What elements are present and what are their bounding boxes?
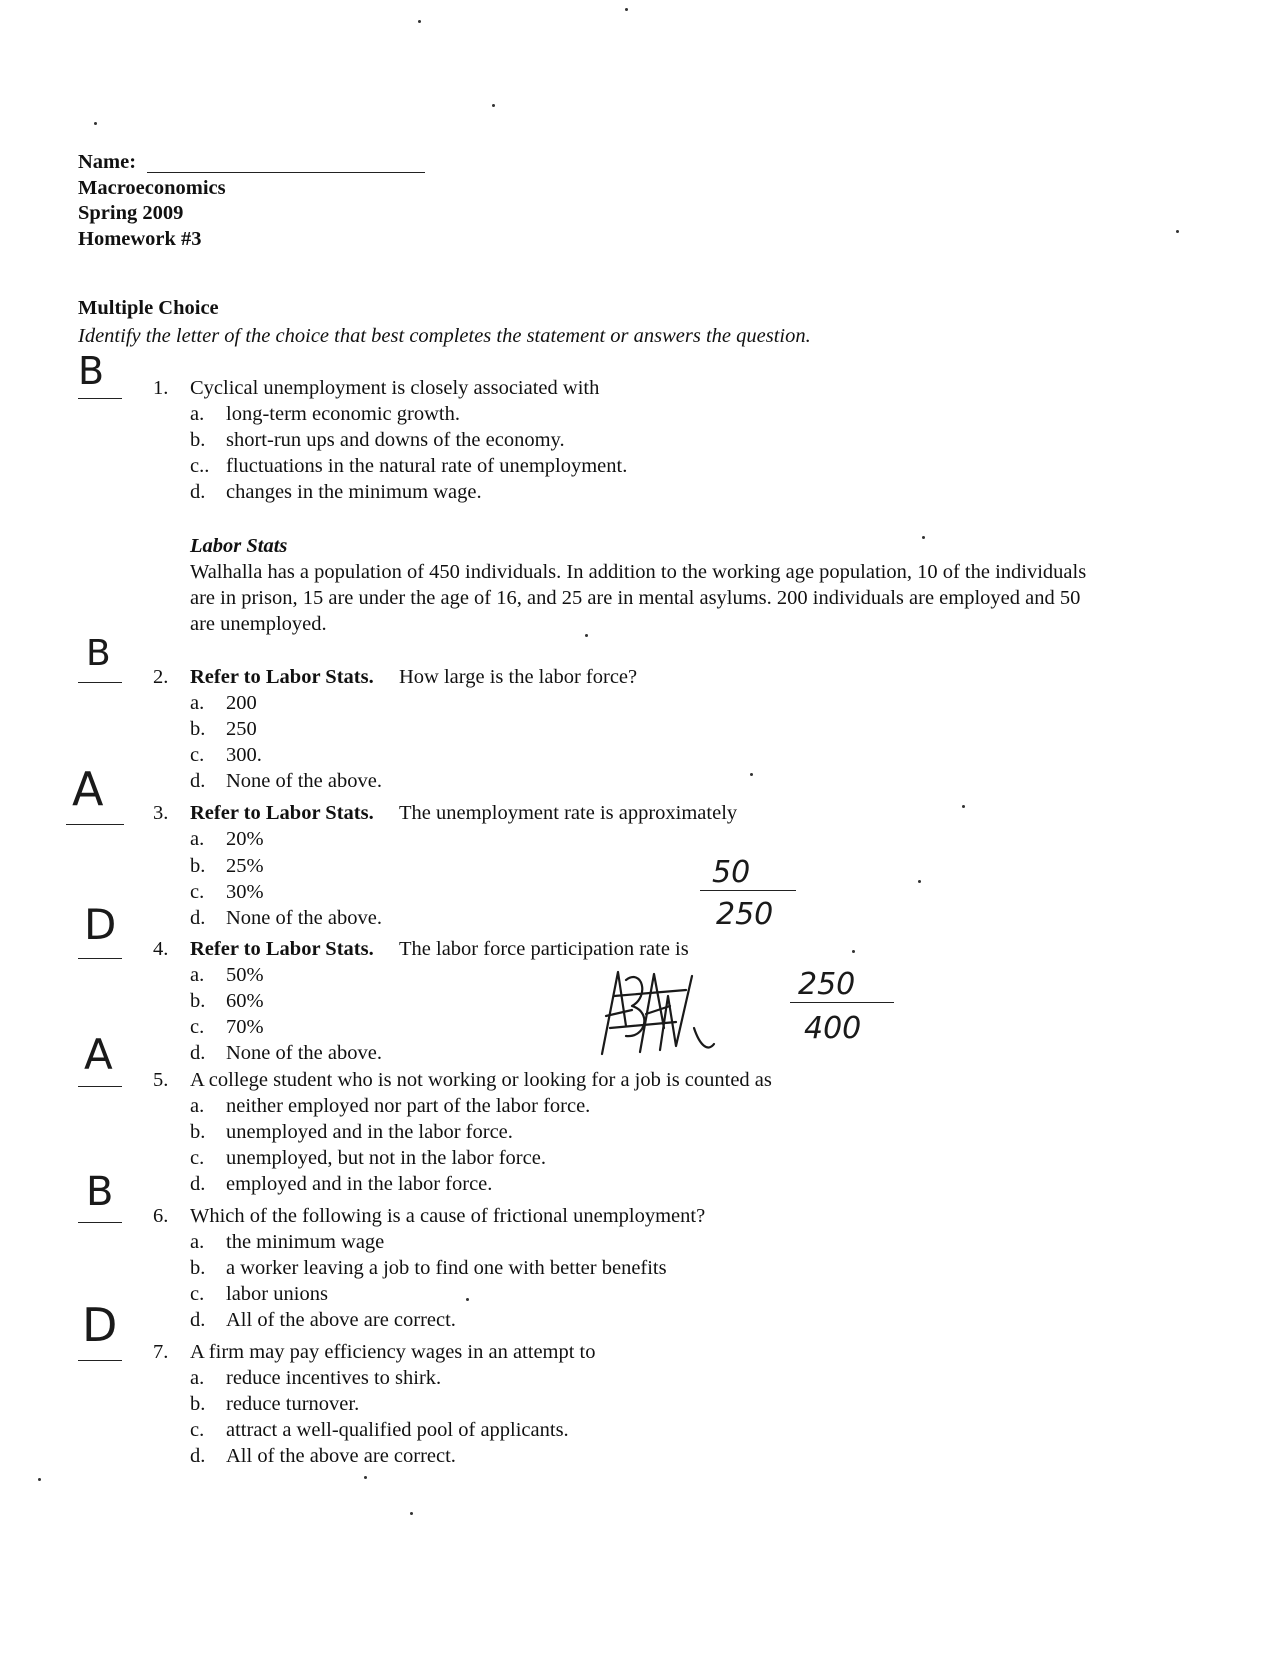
scan-speck — [852, 950, 855, 953]
answer-line-3[interactable] — [66, 824, 124, 825]
choice-letter-4a: a. — [190, 964, 205, 986]
refer-prefix-2: Refer to Labor Stats. — [190, 666, 374, 688]
assignment-label: Homework #3 — [78, 228, 202, 250]
labor-stats-title: Labor Stats — [190, 535, 288, 557]
choice-letter-2a: a. — [190, 692, 205, 714]
scan-speck — [38, 1478, 41, 1481]
handwritten-answer-3: A — [72, 762, 104, 816]
refer-prefix-4: Refer to Labor Stats. — [190, 938, 374, 960]
handwritten-answer-5: A — [84, 1030, 113, 1079]
choice-text-1d: changes in the minimum wage. — [226, 481, 482, 503]
choice-letter-3d: d. — [190, 907, 206, 929]
handwritten-work-q4-numerator: 250 — [798, 967, 856, 1002]
question-number-5: 5. — [153, 1069, 169, 1091]
choice-text-5b: unemployed and in the labor force. — [226, 1121, 513, 1143]
choice-text-4b: 60% — [226, 990, 264, 1012]
handwritten-answer-6: B — [86, 1169, 114, 1215]
labor-stats-line-2: are in prison, 15 are under the age of 16, and 25 are in mental asylums. 200 individuals are employed and 50 — [190, 587, 1081, 609]
choice-text-7d: All of the above are correct. — [226, 1445, 456, 1467]
choice-letter-1d: d. — [190, 481, 206, 503]
answer-line-4[interactable] — [78, 958, 122, 959]
choice-text-4d: None of the above. — [226, 1042, 382, 1064]
question-text-6: Which of the following is a cause of frictional unemployment? — [190, 1205, 706, 1227]
scan-speck — [466, 1298, 469, 1301]
choice-text-3d: None of the above. — [226, 907, 382, 929]
question-text-4: The labor force participation rate is — [399, 938, 689, 960]
answer-line-2[interactable] — [78, 682, 122, 683]
choice-letter-7a: a. — [190, 1367, 205, 1389]
handwritten-answer-1: B — [78, 349, 105, 393]
choice-text-2c: 300. — [226, 744, 262, 766]
question-number-2: 2. — [153, 666, 169, 688]
scan-speck — [625, 8, 628, 11]
handwritten-work-q3-denominator: 250 — [716, 897, 774, 932]
question-text-5: A college student who is not working or looking for a job is counted as — [190, 1069, 772, 1091]
question-number-6: 6. — [153, 1205, 169, 1227]
answer-line-7[interactable] — [78, 1360, 122, 1361]
scan-speck — [922, 536, 925, 539]
scan-speck — [750, 773, 753, 776]
choice-text-2a: 200 — [226, 692, 257, 714]
choice-letter-5d: d. — [190, 1173, 206, 1195]
name-label: Name: — [78, 151, 137, 173]
scan-speck — [410, 1512, 413, 1515]
choice-text-7a: reduce incentives to shirk. — [226, 1367, 442, 1389]
scan-speck — [94, 122, 97, 125]
choice-text-5c: unemployed, but not in the labor force. — [226, 1147, 546, 1169]
choice-letter-2d: d. — [190, 770, 206, 792]
choice-letter-6d: d. — [190, 1309, 206, 1331]
choice-text-4a: 50% — [226, 964, 264, 986]
choice-letter-2c: c. — [190, 744, 205, 766]
choice-text-1b: short-run ups and downs of the economy. — [226, 429, 565, 451]
name-blank-line[interactable] — [147, 172, 425, 173]
answer-line-6[interactable] — [78, 1222, 122, 1223]
choice-text-7b: reduce turnover. — [226, 1393, 360, 1415]
question-text-1: Cyclical unemployment is closely associated with — [190, 377, 600, 399]
course-title: Macroeconomics — [78, 177, 226, 199]
choice-text-6d: All of the above are correct. — [226, 1309, 456, 1331]
handwritten-fraction-bar-q3 — [700, 890, 796, 891]
question-text-3: The unemployment rate is approximately — [399, 802, 738, 824]
choice-letter-5a: a. — [190, 1095, 205, 1117]
term-label: Spring 2009 — [78, 202, 184, 224]
handwritten-work-q3-numerator: 50 — [712, 855, 751, 890]
scan-speck — [418, 20, 421, 23]
choice-letter-7c: c. — [190, 1419, 205, 1441]
scan-speck — [364, 1476, 367, 1479]
scan-speck — [962, 805, 965, 808]
question-number-1: 1. — [153, 377, 169, 399]
scan-speck — [585, 634, 588, 637]
choice-letter-7d: d. — [190, 1445, 206, 1467]
choice-letter-3a: a. — [190, 828, 205, 850]
choice-letter-6c: c. — [190, 1283, 205, 1305]
refer-prefix-3: Refer to Labor Stats. — [190, 802, 374, 824]
question-number-7: 7. — [153, 1341, 169, 1363]
choice-letter-1c: c.. — [190, 455, 210, 477]
choice-letter-4d: d. — [190, 1042, 206, 1064]
choice-text-2d: None of the above. — [226, 770, 382, 792]
question-number-3: 3. — [153, 802, 169, 824]
choice-text-3b: 25% — [226, 855, 264, 877]
question-number-4: 4. — [153, 938, 169, 960]
labor-stats-line-3: are unemployed. — [190, 613, 327, 635]
section-instructions: Identify the letter of the choice that best completes the statement or answers the question. — [78, 325, 811, 347]
choice-letter-6b: b. — [190, 1257, 206, 1279]
choice-text-6a: the minimum wage — [226, 1231, 385, 1253]
choice-letter-7b: b. — [190, 1393, 206, 1415]
choice-letter-3c: c. — [190, 881, 205, 903]
answer-line-1[interactable] — [78, 398, 122, 399]
scan-speck — [1176, 230, 1179, 233]
choice-letter-5c: c. — [190, 1147, 205, 1169]
handwritten-work-q4-denominator: 400 — [804, 1011, 862, 1046]
choice-text-5d: employed and in the labor force. — [226, 1173, 493, 1195]
handwritten-fraction-bar-q4 — [790, 1002, 894, 1003]
choice-letter-1a: a. — [190, 403, 205, 425]
handwritten-answer-4: D — [84, 900, 117, 949]
choice-text-3a: 20% — [226, 828, 264, 850]
choice-text-7c: attract a well-qualified pool of applicants. — [226, 1419, 569, 1441]
scan-speck — [492, 104, 495, 107]
question-text-7: A firm may pay efficiency wages in an attempt to — [190, 1341, 596, 1363]
choice-text-1c: fluctuations in the natural rate of unemployment. — [226, 455, 628, 477]
section-title: Multiple Choice — [78, 297, 219, 319]
handwritten-answer-2: B — [86, 633, 111, 674]
choice-letter-3b: b. — [190, 855, 206, 877]
choice-text-1a: long-term economic growth. — [226, 403, 460, 425]
scribble-mark — [596, 966, 716, 1058]
choice-letter-1b: b. — [190, 429, 206, 451]
choice-text-6b: a worker leaving a job to find one with better benefits — [226, 1257, 667, 1279]
choice-text-4c: 70% — [226, 1016, 264, 1038]
answer-line-5[interactable] — [78, 1086, 122, 1087]
choice-text-5a: neither employed nor part of the labor force. — [226, 1095, 591, 1117]
labor-stats-line-1: Walhalla has a population of 450 individuals. In addition to the working age population, 10 of the individuals — [190, 561, 1087, 583]
choice-text-2b: 250 — [226, 718, 257, 740]
choice-text-3c: 30% — [226, 881, 264, 903]
choice-letter-6a: a. — [190, 1231, 205, 1253]
choice-letter-2b: b. — [190, 718, 206, 740]
choice-text-6c: labor unions — [226, 1283, 328, 1305]
choice-letter-4b: b. — [190, 990, 206, 1012]
handwritten-answer-7: D — [82, 1298, 118, 1352]
scan-speck — [918, 880, 921, 883]
question-text-2: How large is the labor force? — [399, 666, 638, 688]
choice-letter-4c: c. — [190, 1016, 205, 1038]
choice-letter-5b: b. — [190, 1121, 206, 1143]
